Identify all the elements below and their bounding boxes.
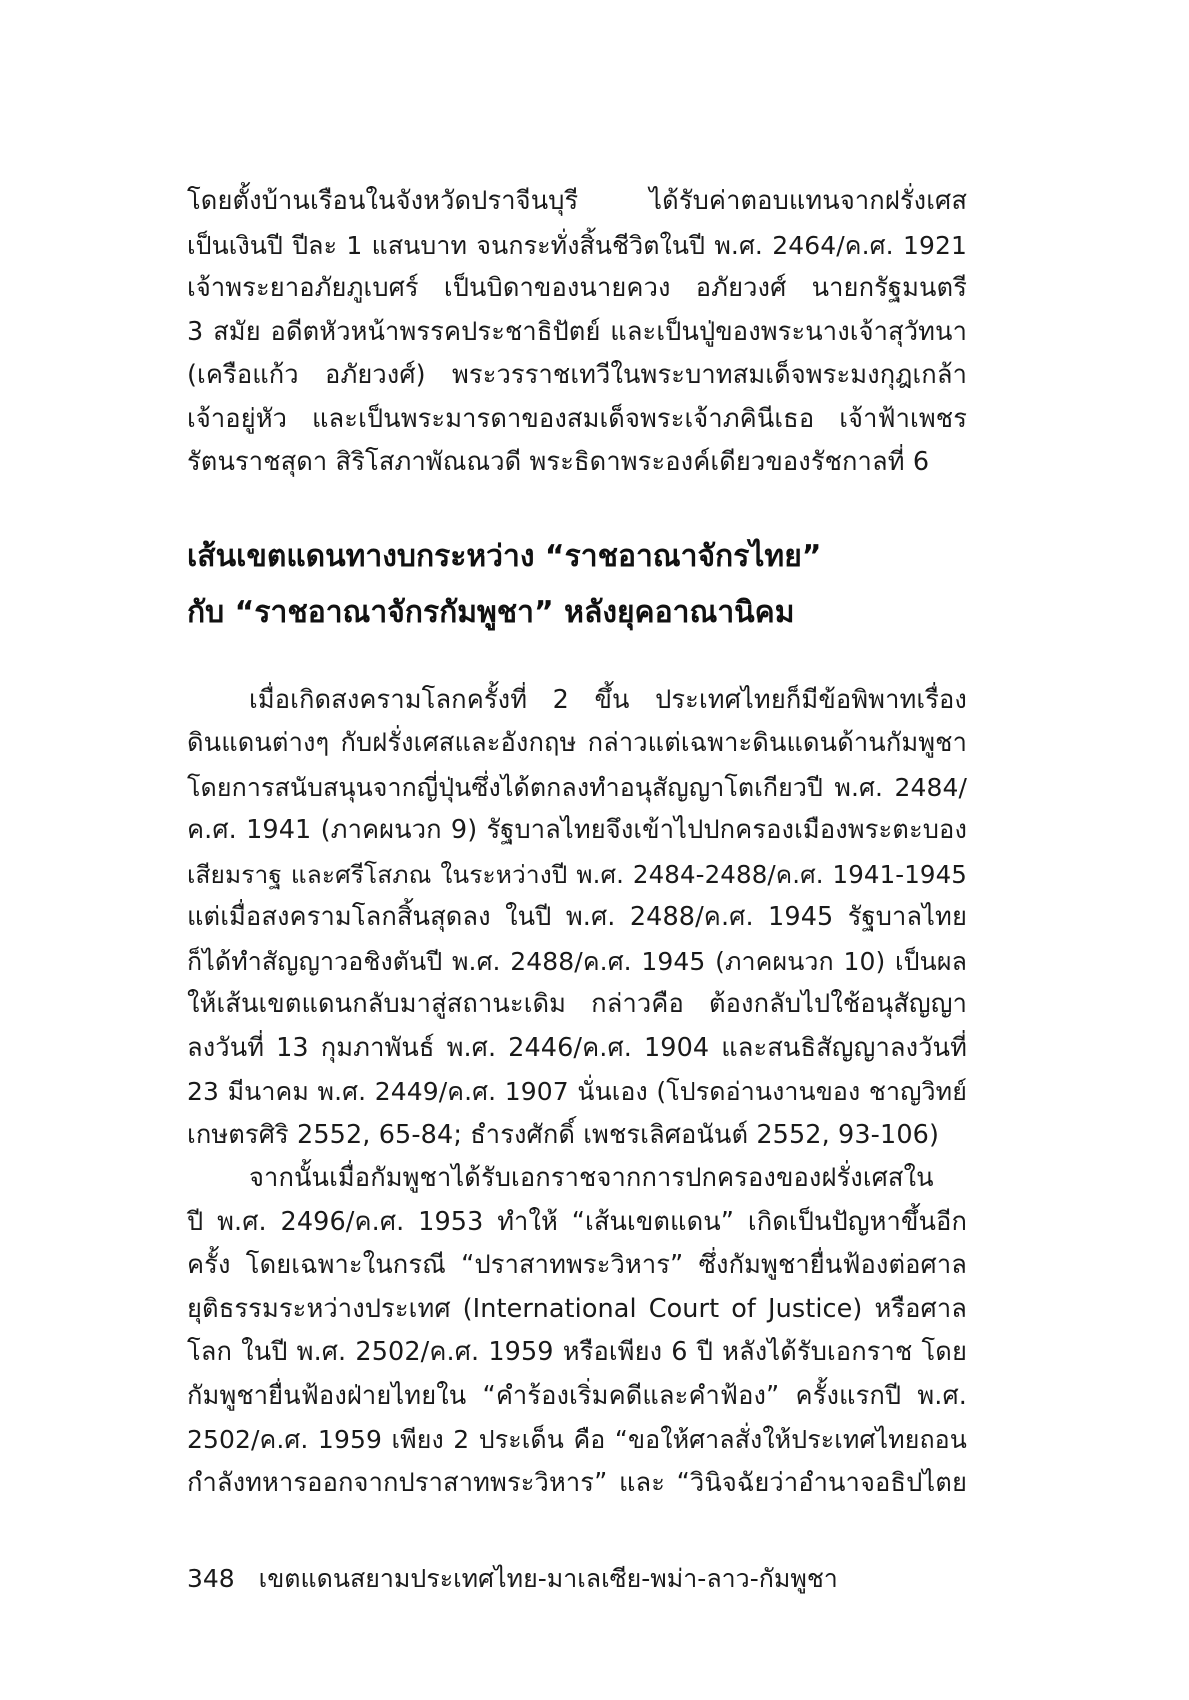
section-heading <box>187 529 967 641</box>
text-line: โดยตั้งบ้านเรือนในจังหวัดปราจีนบุรี ได้รับค่าตอบแทนจากฝรั่งเศส <box>187 186 967 216</box>
text-line: ค.ศ. 1941 (ภาคผนวก 9) รัฐบาลไทยจึงเข้าไปปกครองเมืองพระตะบอง <box>187 815 967 845</box>
text-line: เป็นเงินปี ปีละ 1 แสนบาท จนกระทั่งสิ้นชีวิตในปี พ.ศ. 2464/ค.ศ. 1921 <box>187 230 967 260</box>
paragraph-2 <box>187 1157 967 1505</box>
page-body <box>187 180 967 1505</box>
text-line: ยุติธรรมระหว่างประเทศ (International Court of Justice) หรือศาล <box>187 1293 967 1324</box>
text-line: โดยการสนับสนุนจากญี่ปุ่นซึ่งได้ตกลงทำอนุสัญญาโตเกียวปี พ.ศ. 2484/ <box>187 772 967 802</box>
text-line: กำลังทหารออกจากปราสาทพระวิหาร” และ “วินิจฉัยว่าอำนาจอธิปไตย <box>187 1467 967 1498</box>
running-title: เขตแดนสยามประเทศไทย-มาเลเซีย-พม่า-ลาว-กัมพูชา <box>258 1564 838 1593</box>
heading-line: เส้นเขตแดนทางบกระหว่าง “ราชอาณาจักรไทย” <box>187 538 822 574</box>
text-line: เมื่อเกิดสงครามโลกครั้งที่ 2 ขึ้น ประเทศไทยก็มีข้อพิพาทเรื่อง <box>249 684 967 715</box>
text-line: ลงวันที่ 13 กุมภาพันธ์ พ.ศ. 2446/ค.ศ. 1904 และสนธิสัญญาลงวันที่ <box>187 1032 967 1063</box>
intro-paragraph <box>187 180 967 485</box>
text-line: เจ้าพระยาอภัยภูเบศร์ เป็นบิดาของนายควง อภัยวงศ์ นายกรัฐมนตรี <box>187 273 967 303</box>
text-line: โลก ในปี พ.ศ. 2502/ค.ศ. 1959 หรือเพียง 6 ปี หลังได้รับเอกราช โดย <box>187 1337 967 1367</box>
paragraph-1 <box>187 679 967 1158</box>
text-line: 2502/ค.ศ. 1959 เพียง 2 ประเด็น คือ “ขอให้ศาลสั่งให้ประเทศไทยถอน <box>187 1425 967 1454</box>
text-line: กัมพูชายื่นฟ้องฝ่ายไทยใน “คำร้องเริ่มคดีและคำฟ้อง” ครั้งแรกปี พ.ศ. <box>187 1380 967 1411</box>
text-line: (เครือแก้ว อภัยวงศ์) พระวรราชเทวีในพระบาทสมเด็จพระมงกุฎเกล้า <box>187 360 967 390</box>
text-line: ดินแดนต่างๆ กับฝรั่งเศสและอังกฤษ กล่าวแต่เฉพาะดินแดนด้านกัมพูชา <box>187 728 967 758</box>
text-line: ให้เส้นเขตแดนกลับมาสู่สถานะเดิม กล่าวคือ ต้องกลับไปใช้อนุสัญญา <box>187 989 967 1019</box>
text-line: 3 สมัย อดีตหัวหน้าพรรคประชาธิปัตย์ และเป็นปู่ของพระนางเจ้าสุวัทนา <box>187 316 967 347</box>
text-line: ครั้ง โดยเฉพาะในกรณี “ปราสาทพระวิหาร” ซึ่งกัมพูชายื่นฟ้องต่อศาล <box>187 1250 967 1280</box>
text-line: ปี พ.ศ. 2496/ค.ศ. 1953 ทำให้ “เส้นเขตแดน” เกิดเป็นปัญหาขึ้นอีก <box>187 1206 967 1237</box>
page-footer <box>187 1562 838 1596</box>
page-number: 348 <box>187 1564 235 1593</box>
text-line: เจ้าอยู่หัว และเป็นพระมารดาของสมเด็จพระเจ้าภคินีเธอ เจ้าฟ้าเพชร <box>187 403 967 434</box>
text-line: ก็ได้ทำสัญญาวอชิงตันปี พ.ศ. 2488/ค.ศ. 1945 (ภาคผนวก 10) เป็นผล <box>187 946 967 976</box>
text-line: รัตนราชสุดา สิริโสภาพัณณวดี พระธิดาพระองค์เดียวของรัชกาลที่ 6 <box>187 447 930 477</box>
text-line: 23 มีนาคม พ.ศ. 2449/ค.ศ. 1907 นั่นเอง (โปรดอ่านงานของ ชาญวิทย์ <box>187 1077 967 1106</box>
text-line: แต่เมื่อสงครามโลกสิ้นสุดลง ในปี พ.ศ. 2488/ค.ศ. 1945 รัฐบาลไทย <box>187 902 967 932</box>
text-line: เสียมราฐ และศรีโสภณ ในระหว่างปี พ.ศ. 2484-2488/ค.ศ. 1941-1945 <box>187 859 967 889</box>
heading-line: กับ “ราชอาณาจักรกัมพูชา” หลังยุคอาณานิคม <box>187 594 795 630</box>
text-line: จากนั้นเมื่อกัมพูชาได้รับเอกราชจากการปกครองของฝรั่งเศสใน <box>249 1163 934 1193</box>
text-line: เกษตรศิริ 2552, 65-84; ธำรงศักดิ์ เพชรเลิศอนันต์ 2552, 93-106) <box>187 1119 940 1150</box>
